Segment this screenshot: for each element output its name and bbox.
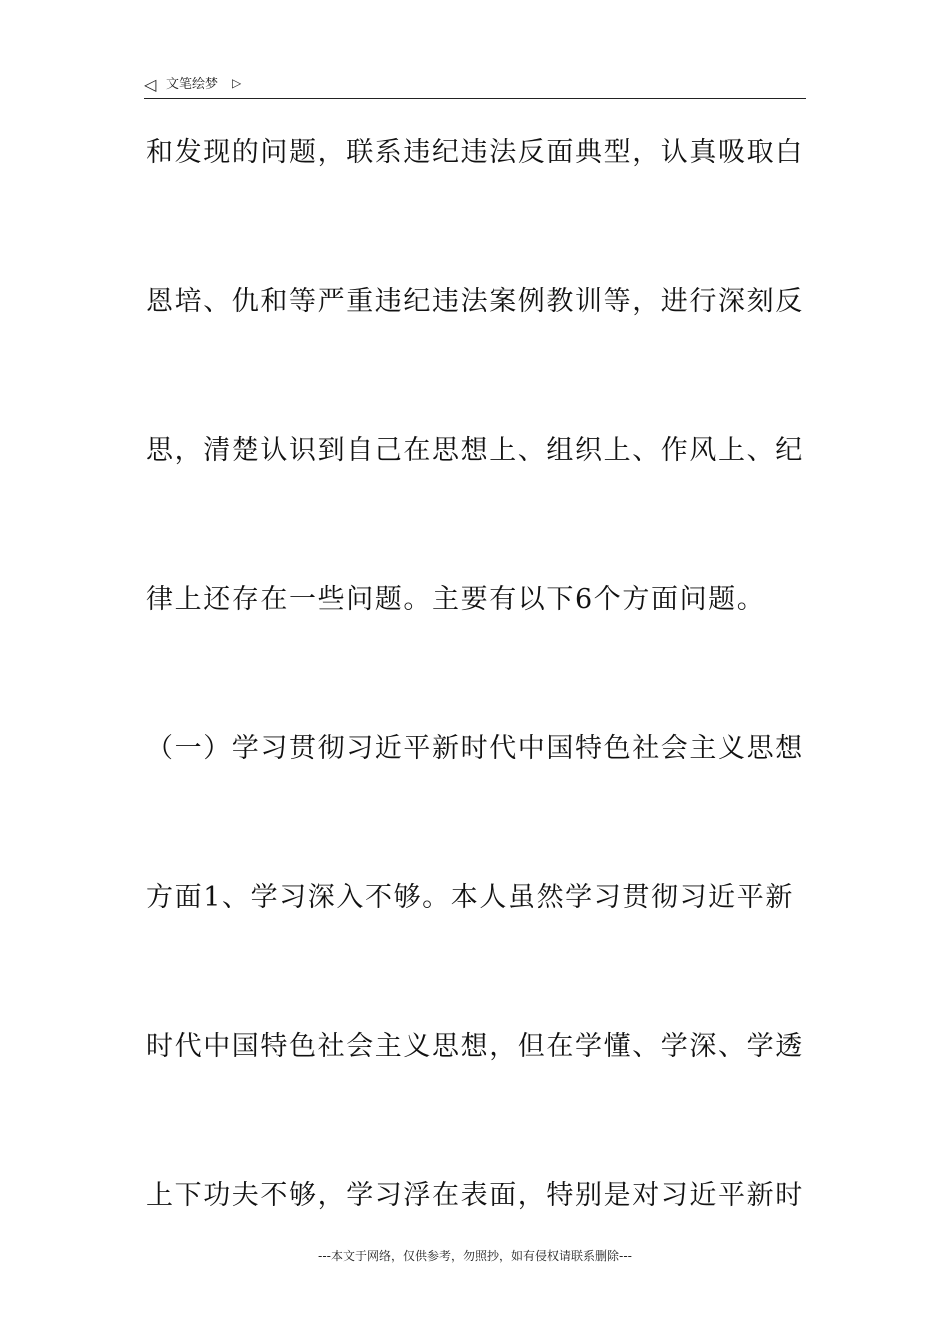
footer-disclaimer: ---本文于网络，仅供参考，勿照抄，如有侵权请联系删除--- bbox=[318, 1249, 632, 1263]
triangle-right-outline-icon: ▷ bbox=[232, 76, 242, 90]
body-text-line: 时代中国特色社会主义思想，但在学懂、学深、学透 bbox=[146, 1031, 804, 1062]
section-heading-line: （一）学习贯彻习近平新时代中国特色社会主义思想 bbox=[146, 733, 804, 764]
page-header bbox=[144, 74, 806, 99]
body-text-line: 思，清楚认识到自己在思想上、组织上、作风上、纪 bbox=[146, 435, 804, 466]
header-title: 文笔绘梦 bbox=[166, 77, 219, 92]
body-text-line: 方面1、学习深入不够。本人虽然学习贯彻习近平新 bbox=[146, 882, 794, 913]
body-text-line: 恩培、仇和等严重违纪违法案例教训等，进行深刻反 bbox=[146, 286, 804, 317]
body-text-line: 上下功夫不够，学习浮在表面，特别是对习近平新时 bbox=[146, 1180, 804, 1211]
body-text-line: 律上还存在一些问题。主要有以下6个方面问题。 bbox=[146, 584, 766, 615]
triangle-left-outline-icon: ◁ bbox=[144, 75, 157, 94]
body-text-line: 和发现的问题，联系违纪违法反面典型，认真吸取白 bbox=[146, 137, 804, 168]
